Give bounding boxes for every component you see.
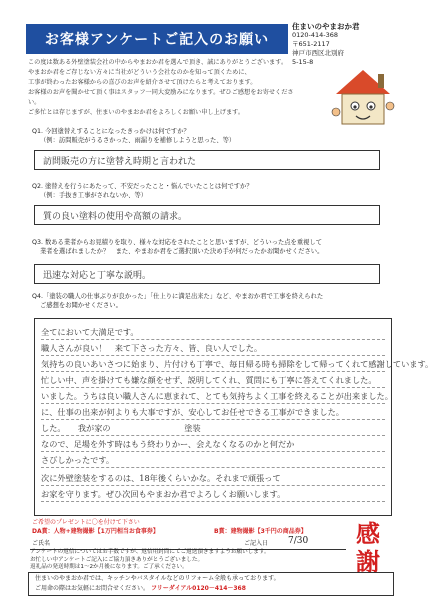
bottom-line-2 (35, 584, 246, 593)
intro-line: やまおか君をご存じない方々に当社がどういう会社なのかを知って頂くために、 (28, 69, 251, 76)
intro-text (28, 58, 300, 118)
kansha-stamp (356, 520, 396, 576)
q4-line: 職人さんが良い！ 来て下さった方々、皆、良い人でした。 (41, 343, 385, 356)
present-option-a[interactable]: DA賞：人物+建物撮影【1万円相当お食事券】 (32, 528, 159, 535)
present-option-b[interactable]: B賞：建物撮影【3千円の商品券】 (214, 528, 307, 535)
company-address-1: 神戸市西区北別府 (292, 49, 344, 57)
name-label: ご氏名 (32, 540, 51, 547)
free-dial: フリーダイアル0120－414－368 (150, 585, 246, 592)
q4-line: お家を守ります。ぜひ次回もやまおか君でよろしくお願いします。 (41, 489, 385, 502)
page-title: お客様アンケートご記入のお願い (26, 24, 288, 54)
q4-label: Q4.「塗装の職人の仕事ぶりが良かった」「仕上りに満足出来た」など、やまおか君で工事を終えられた (32, 293, 324, 300)
bottom-line-1: 住まいのやまおか君では、キッチンやバスタイルなどのリフォーム全般も承っております。 (35, 575, 280, 582)
q1-hint: （例：訪問販売がうるさかった、雨漏りを補修しようと思った、等） (40, 137, 236, 144)
note-line: アンケートの返信についてはお手数ですが、返信用封筒にてご返送頂きますようお願いします。 (30, 549, 270, 555)
company-info (292, 22, 402, 67)
q2-label: Q2. 塗替えを行うにあたって、不安だったこと・悩んでいたことは何ですか？ (32, 183, 253, 190)
company-name: 住まいのやまおか君 (292, 22, 360, 31)
intro-line: ご多忙とは存じますが、住まいのやまおか君をよろしくお願い申し上げます。 (28, 109, 245, 116)
company-phone: 0120-414-368 (292, 31, 339, 39)
q4-line: 気持ちの良いあいさつに始まり、片付けも丁寧で、毎日帰る時も掃除をして帰ってくれて感謝しています。 (41, 359, 385, 372)
q4-line: 忙しい中、声を掛けても嫌な顔をせず、説明してくれ、質問にも丁寧に答えてくれました。 (41, 375, 385, 388)
q4-line: 次に外壁塗装をするのは、18年後くらいかな。それまで頑張って (41, 473, 385, 486)
kansha-text: 感謝 (356, 519, 380, 576)
q4-line: なので、足場を外す時はもう終わりかー、会えなくなるのかと何だか (41, 439, 385, 452)
present-label: ご希望のプレゼントに〇を付けて下さい (32, 519, 140, 526)
date-label: ご記入日 (244, 540, 269, 547)
notes-text (30, 549, 350, 572)
company-zip: 〒651-2117 (292, 40, 330, 48)
note-line: お忙しい中アンケートご記入にご協力頂きありがとうございました。 (30, 556, 204, 563)
bottom-line-2-prefix: ご用命の際はお気軽にお問合せください。 (35, 585, 150, 592)
q2-answer: 質の良い塗料の使用や高額の請求。 (34, 205, 380, 225)
q4-answer-box (34, 318, 433, 516)
intro-line: 工事が終わったお客様からの喜びのお声を紹介させて頂けたらと考えております。 (28, 79, 257, 86)
mascot-house-icon (330, 66, 396, 130)
q3-label-2: 業者を選ばれましたか？ また、やまおか君をご選択頂いた決め手が何だったかお聞かせください。 (40, 248, 324, 255)
q3-label: Q3. 数ある業者からお見積りを取り、様々な対応をされたことと思いますが、どういった点を重視して (32, 239, 323, 246)
date-value: 7/30 (288, 536, 309, 546)
note-line: 返礼品の発送時期は1～2か月後になります。ご了承ください。 (30, 564, 188, 570)
bottom-box (28, 572, 394, 596)
q4-line: した。 我が家の 塗装 (41, 423, 385, 436)
q4-line: さびしかったです。 (41, 455, 385, 468)
q1-answer: 訪問販売の方に塗替え時期と言われた (34, 150, 380, 170)
q4-line: 全てにおいて大満足です。 (41, 327, 385, 340)
q1-label: Q1. 今回塗替えすることになったきっかけは何ですか？ (32, 128, 190, 135)
intro-line: この度は数ある外壁塗装会社の中からやまおか君を選んで頂き、誠にありがとうございます。 (28, 59, 288, 66)
q2-hint: （例：手抜き工事がされないか、等） (40, 192, 148, 199)
q4-line: いました。うちは良い職人さんに恵まれて、とても気持ちよく工事を終えることが出来ました。 (41, 391, 385, 404)
company-address-2: 5-15-8 (292, 58, 314, 66)
q4-line: に、仕事の出来が何よりも大事ですが、安心してお任せできる工事ができました。 (41, 407, 385, 420)
q4-label-2: ご感想をお聞かせください。 (40, 302, 122, 309)
intro-line: お客様のお声を聞かせて頂く事はスタッフ一同大変励みになります。ぜひご感想をお寄せください。 (28, 89, 294, 106)
q3-answer: 迅速な対応と丁寧な説明。 (34, 264, 380, 284)
